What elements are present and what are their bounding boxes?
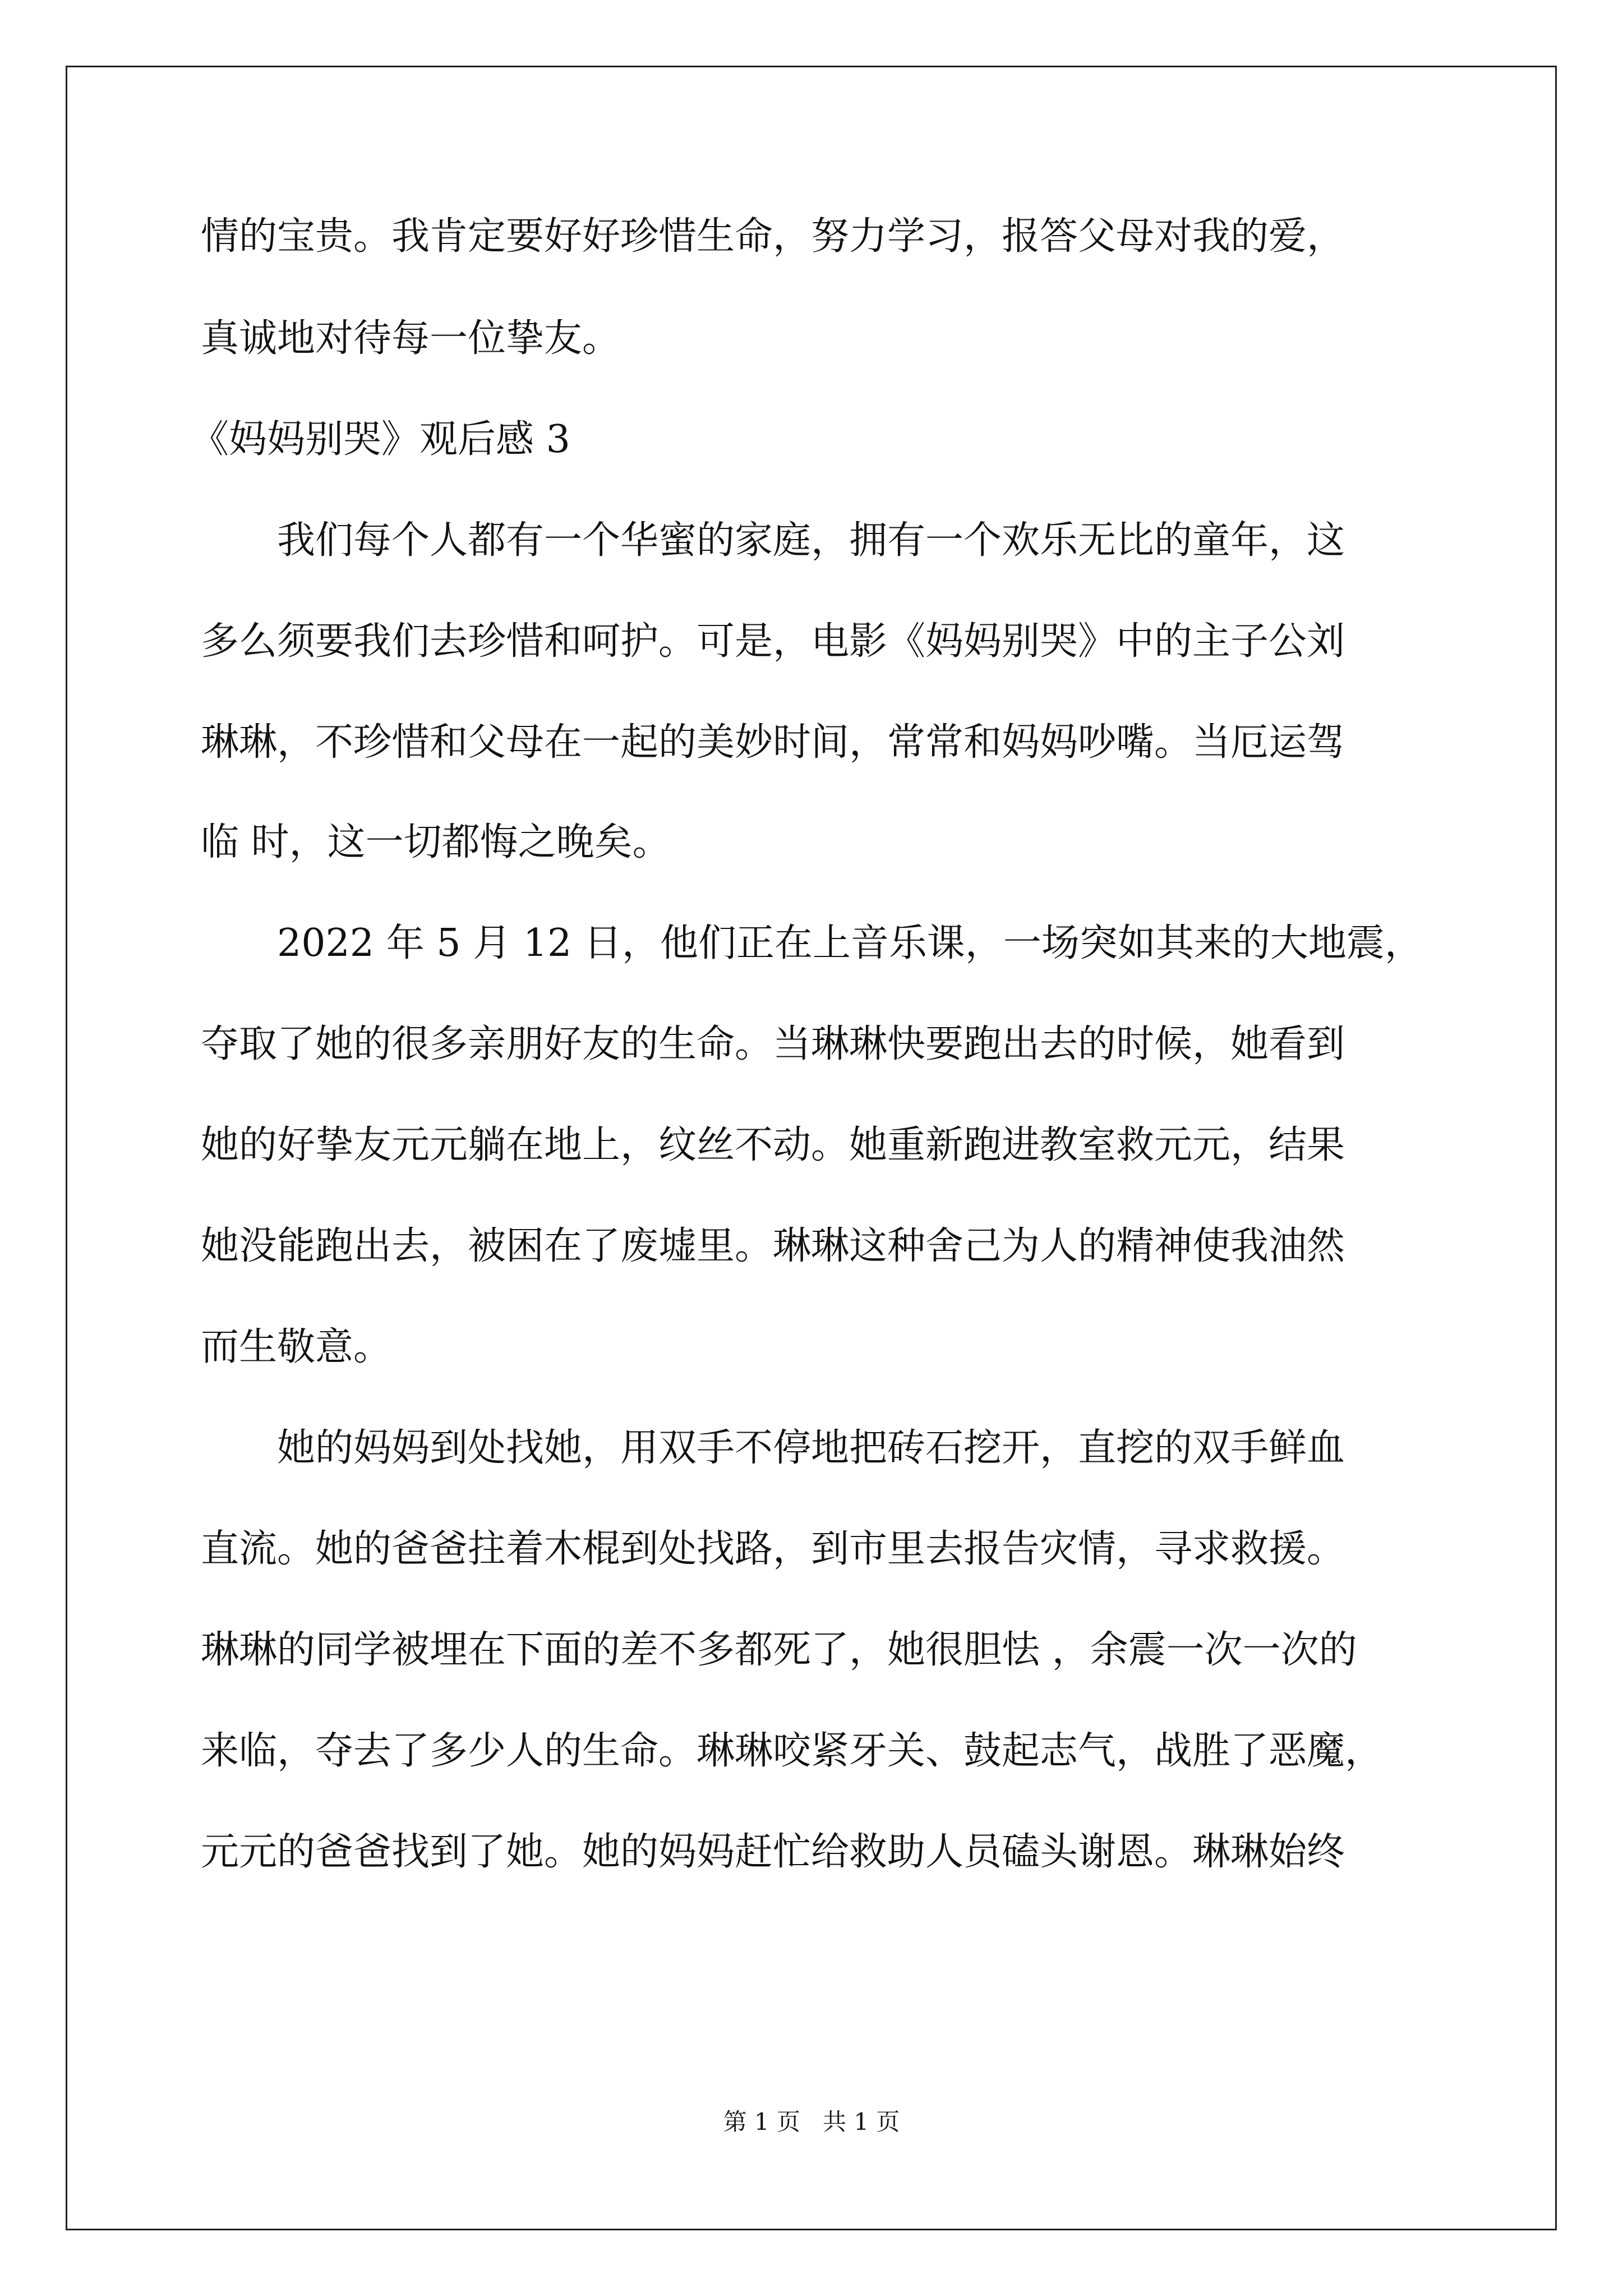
text-line-8: 2022 年 5 月 12 日，他们正在上音乐课，一场突如其来的大地震， bbox=[201, 921, 1423, 965]
page-number: 第 1 页 bbox=[723, 2108, 800, 2136]
text-line-13: 她的妈妈到处找她，用双手不停地把砖石挖开，直挖的双手鲜血 bbox=[201, 1426, 1345, 1470]
page-total: 共 1 页 bbox=[823, 2108, 900, 2136]
text-line-6: 琳琳，不珍惜和父母在一起的美妙时间，常常和妈妈吵嘴。当厄运驾 bbox=[201, 720, 1345, 765]
text-line-9: 夺取了她的很多亲朋好友的生命。当琳琳快要跑出去的时候，她看到 bbox=[201, 1022, 1345, 1066]
text-line-11: 她没能跑出去，被困在了废墟里。琳琳这种舍己为人的精神使我油然 bbox=[201, 1224, 1345, 1268]
text-line-15: 琳琳的同学被埋在下面的差不多都死了，她很胆怯 ，余震一次一次的 bbox=[201, 1628, 1357, 1672]
text-line-7: 临 时，这一切都悔之晚矣。 bbox=[201, 820, 671, 864]
text-line-10: 她的好挚友元元躺在地上，纹丝不动。她重新跑进教室救元元，结果 bbox=[201, 1123, 1345, 1167]
text-line-4: 我们每个人都有一个华蜜的家庭，拥有一个欢乐无比的童年，这 bbox=[201, 518, 1345, 563]
text-line-1: 情的宝贵。我肯定要好好珍惜生命，努力学习，报答父母对我的爱， bbox=[201, 214, 1345, 259]
text-line-16: 来临，夺去了多少人的生命。琳琳咬紧牙关、鼓起志气，战胜了恶魔， bbox=[201, 1729, 1384, 1773]
text-line-5: 多么须要我们去珍惜和呵护。可是，电影《妈妈别哭》中的主子公刘 bbox=[201, 619, 1345, 664]
text-line-14: 直流。她的爸爸拄着木棍到处找路，到市里去报告灾情，寻求救援。 bbox=[201, 1527, 1345, 1571]
text-line-12: 而生敬意。 bbox=[201, 1325, 392, 1369]
text-line-2: 真诚地对待每一位挚友。 bbox=[201, 316, 621, 361]
page-footer bbox=[0, 2108, 1623, 2136]
text-line-17: 元元的爸爸找到了她。她的妈妈赶忙给救助人员磕头谢恩。琳琳始终 bbox=[201, 1830, 1345, 1874]
section-title: 《妈妈别哭》观后感 3 bbox=[191, 417, 570, 462]
